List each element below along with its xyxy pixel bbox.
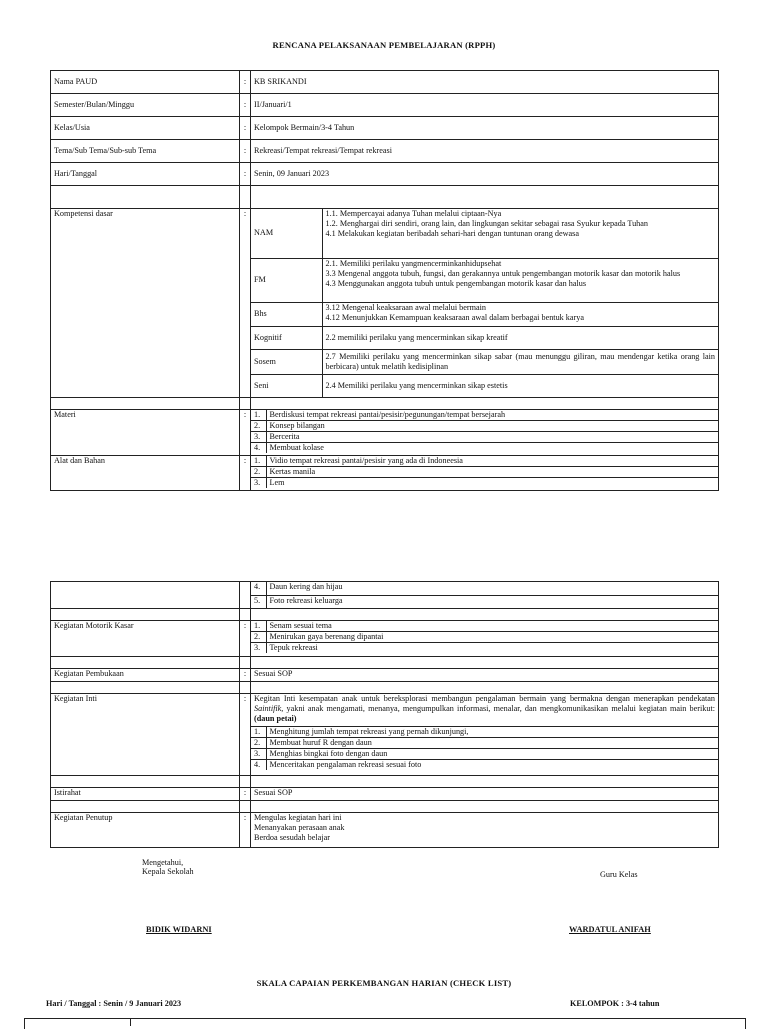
info-label: Nama PAUD	[51, 71, 240, 94]
kd-aspect: FM	[251, 258, 322, 302]
list-item: Daun kering dan hijau	[266, 582, 718, 595]
list-item: Menanyakan perasaan anak	[254, 823, 345, 832]
info-value: Rekreasi/Tempat rekreasi/Tempat rekreasi	[251, 140, 719, 163]
motorik-label: Kegiatan Motorik Kasar	[51, 621, 240, 657]
pembukaan-label: Kegiatan Pembukaan	[51, 669, 240, 682]
penutup-label: Kegiatan Penutup	[51, 813, 240, 848]
istirahat-label: Istirahat	[51, 788, 240, 801]
list-item: Menceritakan pengalaman rekreasi sesuai foto	[266, 759, 718, 770]
list-item: Menghitung jumlah tempat rekreasi yang pernah dikunjungi,	[266, 726, 718, 737]
kd-label: Kompetensi dasar	[51, 209, 240, 398]
list-item: Membuat huruf R dengan daun	[266, 737, 718, 748]
signature-left-caption: Mengetahui, Kepala Sekolah	[142, 858, 194, 876]
alat-label: Alat dan Bahan	[51, 456, 240, 491]
list-item: Bercerita	[266, 432, 718, 443]
kd-aspect: NAM	[251, 209, 322, 258]
signature-right-role: Guru Kelas	[600, 870, 638, 879]
checklist-title: SKALA CAPAIAN PERKEMBANGAN HARIAN (CHECK LIST)	[256, 978, 512, 988]
inti-list: Kegitan Inti kesempatan anak untuk bereksplorasi membangun pengalaman bermain yang bermakna dengan menerapkan pendekatan Saintifik, yakni anak mengamati, menanya, mengumpulkan informasi, menalar, dan mengkomunikasikan melalui kegiatan main berikut: (daun petai) 1. Menghitung jumlah tempat rekreasi yang pernah dikunjungi, 2. Membuat huruf R dengan daun 3. Menghias bingkai foto dengan daun 4. Menceritakan pengalaman rekreasi sesuai foto	[251, 694, 718, 770]
list-item: Mengulas kegiatan hari ini	[254, 813, 342, 822]
rpph-table-continued: 4. Daun kering dan hijau 5. Foto rekreasi keluarga Kegiatan Motorik Kasar : 1. Senam sesuai tema 2. Menirukan gaya berenang dipantai 3. Tepuk rekreasi Kegiatan Pembukaan : Sesuai SOP Kegiatan Inti : Kegitan Inti kesempatan anak untuk bereksplorasi membangun pengalaman bermain yang bermakna dengan menerapkan pendekatan Saintifik, yakni anak mengamati, menanya, mengumpulkan informasi, menalar, dan mengkomunikasikan melalui kegiatan main berikut: (daun petai) 1. Menghitung jumlah tempat rekreasi yang pernah dikunjungi, 2. Membuat huruf R dengan daun 3. Menghias bingkai foto dengan daun 4. Menceritakan pengalaman rekreasi sesuai foto Istirahat : Sesuai SOP Kegiatan Penutup : Mengulas kegiatan hari ini Menanyakan perasaan anak Berdoa sesudah belajar	[50, 581, 719, 848]
checklist-group: KELOMPOK : 3-4 tahun	[570, 999, 660, 1008]
list-item: Foto rekreasi keluarga	[266, 595, 718, 608]
signature-right-name: WARDATUL ANIFAH	[569, 925, 651, 934]
kd-aspect: Sosem	[251, 349, 322, 374]
inti-label: Kegiatan Inti	[51, 694, 240, 776]
istirahat-value: Sesuai SOP	[251, 788, 719, 801]
info-value: Senin, 09 Januari 2023	[251, 163, 719, 186]
list-item: Menghias bingkai foto dengan daun	[266, 748, 718, 759]
document-title: RENCANA PELAKSANAAN PEMBELAJARAN (RPPH)	[272, 40, 496, 50]
list-item: Konsep bilangan	[266, 421, 718, 432]
kd-aspect: Bhs	[251, 302, 322, 326]
penutup-list	[251, 813, 719, 848]
rpph-table: Nama PAUD : KB SRIKANDI Semester/Bulan/Minggu : II/Januari/1 Kelas/Usia : Kelompok Bermain/3-4 Tahun Tema/Sub Tema/Sub-sub Tema : Rekreasi/Tempat rekreasi/Tempat rekreasi Hari/Tanggal : Senin, 09 Januari 2023 Kompetensi dasar : NAM 1.1. Mempercayai adanya Tuhan melalui ciptaan-Nya 1.2. Menghargai diri sendiri, orang lain, dan lingkungan sekitar sebagai rasa Syukur kepada Tuhan 4.1 Melakukan kegiatan beribadah sehari-hari dengan tuntunan orang dewasa FM 2.1. Memiliki perilaku yangmencerminkanhidupsehat 3.3 Mengenal anggota tubuh, fungsi, dan gerakannya untuk pengembangan motorik kasar dan motorik halus 4.3 Menggunakan anggota tubuh untuk pengembangan motorik kasar dan halus Bhs 3.12 Mengenal keaksaraan awal melalui bermain 4.12 Menunjukkan Kemampuan keaksaraan awal dalam berbagai bentuk karya Kognitif 2.2 memiliki perilaku yang mencerminkan sikap kreatif Sosem 2.7 Memiliki perilaku yang mencerminkan sikap sabar (mau menunggu giliran, mau mendengar ketika orang lain berbicara) untuk melatih kedisiplinan Seni 2.4 Memiliki perilaku yang mencerminkan sikap estetis Materi : 1. Berdiskusi tempat rekreasi pantai/pesisir/pegunungan/tempat bersejarah 2. Konsep bilangan 3. Bercerita 4. Membuat kolase Alat dan Bahan : 1. Vidio tempat rekreasi pantai/pesisir yang ada di Indoneesia 2. Kertas manila 3. Lem	[50, 70, 719, 491]
list-item: Menirukan gaya berenang dipantai	[266, 632, 718, 643]
inti-intro: Kegitan Inti kesempatan anak untuk bereksplorasi membangun pengalaman bermain yang bermakna dengan menerapkan pendekatan Saintifik, yakni anak mengamati, menanya, mengumpulkan informasi, menalar, dan mengkomunikasikan melalui kegiatan main berikut: (daun petai)	[251, 694, 718, 726]
signature-left-name: BIDIK WIDARNI	[146, 925, 212, 934]
info-label: Semester/Bulan/Minggu	[51, 94, 240, 117]
list-item: Lem	[266, 478, 718, 489]
materi-label: Materi	[51, 410, 240, 456]
pembukaan-value: Sesuai SOP	[251, 669, 719, 682]
info-label: Kelas/Usia	[51, 117, 240, 140]
info-value: II/Januari/1	[251, 94, 719, 117]
kd-table: NAM 1.1. Mempercayai adanya Tuhan melalui ciptaan-Nya 1.2. Menghargai diri sendiri, orang lain, dan lingkungan sekitar sebagai rasa Syukur kepada Tuhan 4.1 Melakukan kegiatan beribadah sehari-hari dengan tuntunan orang dewasa FM 2.1. Memiliki perilaku yangmencerminkanhidupsehat 3.3 Mengenal anggota tubuh, fungsi, dan gerakannya untuk pengembangan motorik kasar dan motorik halus 4.3 Menggunakan anggota tubuh untuk pengembangan motorik kasar dan halus Bhs 3.12 Mengenal keaksaraan awal melalui bermain 4.12 Menunjukkan Kemampuan keaksaraan awal dalam berbagai bentuk karya Kognitif 2.2 memiliki perilaku yang mencerminkan sikap kreatif Sosem 2.7 Memiliki perilaku yang mencerminkan sikap sabar (mau menunggu giliran, mau mendengar ketika orang lain berbicara) untuk melatih kedisiplinan Seni 2.4 Memiliki perilaku yang mencerminkan sikap estetis	[251, 209, 718, 397]
alat-list: 1. Vidio tempat rekreasi pantai/pesisir yang ada di Indoneesia 2. Kertas manila 3. Lem	[251, 456, 718, 488]
kd-aspect: Seni	[251, 374, 322, 397]
list-item: Berdoa sesudah belajar	[254, 833, 330, 842]
checklist-column-divider	[130, 1018, 131, 1026]
materi-list: 1. Berdiskusi tempat rekreasi pantai/pesisir/pegunungan/tempat bersejarah 2. Konsep bilangan 3. Bercerita 4. Membuat kolase	[251, 410, 718, 453]
list-item: Vidio tempat rekreasi pantai/pesisir yang ada di Indoneesia	[266, 456, 718, 467]
list-item: Kertas manila	[266, 467, 718, 478]
list-item: Membuat kolase	[266, 443, 718, 454]
alat-list-continued: 4. Daun kering dan hijau 5. Foto rekreasi keluarga	[251, 582, 718, 608]
list-item: Berdiskusi tempat rekreasi pantai/pesisir/pegunungan/tempat bersejarah	[266, 410, 718, 421]
checklist-day: Hari / Tanggal : Senin / 9 Januari 2023	[46, 999, 182, 1008]
list-item: Tepuk rekreasi	[266, 643, 718, 654]
info-label: Tema/Sub Tema/Sub-sub Tema	[51, 140, 240, 163]
info-label: Hari/Tanggal	[51, 163, 240, 186]
kd-aspect: Kognitif	[251, 326, 322, 349]
info-value: Kelompok Bermain/3-4 Tahun	[251, 117, 719, 140]
list-item: Senam sesuai tema	[266, 621, 718, 632]
motorik-list: 1. Senam sesuai tema 2. Menirukan gaya berenang dipantai 3. Tepuk rekreasi	[251, 621, 718, 653]
info-value: KB SRIKANDI	[251, 71, 719, 94]
